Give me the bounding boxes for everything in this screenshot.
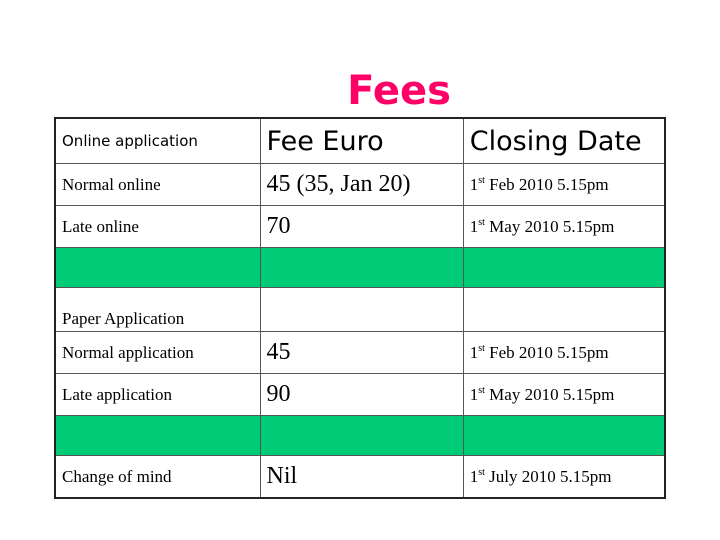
separator-cell — [260, 248, 463, 288]
empty-cell — [260, 288, 463, 332]
separator-cell — [260, 416, 463, 456]
separator-cell — [463, 416, 665, 456]
table-row — [55, 374, 665, 416]
date-change-of-mind: 1st July 2010 5.15pm — [463, 456, 665, 499]
header-closing-date: Closing Date — [463, 118, 665, 164]
table-header-row — [55, 118, 665, 164]
page-title: Fees — [347, 68, 451, 114]
row-label-normal-application: Normal application — [55, 332, 260, 374]
table-row — [55, 206, 665, 248]
fee-normal-application: 45 — [260, 332, 463, 374]
fee-normal-online: 45 (35, Jan 20) — [260, 164, 463, 206]
date-late-online: 1st May 2010 5.15pm — [463, 206, 665, 248]
separator-cell — [55, 416, 260, 456]
separator-cell — [463, 248, 665, 288]
fees-table — [54, 117, 666, 499]
table-row — [55, 332, 665, 374]
fee-change-of-mind: Nil — [260, 456, 463, 499]
section-label-paper-application: Paper Application — [55, 288, 260, 332]
header-fee-euro: Fee Euro — [260, 118, 463, 164]
date-normal-online: 1st Feb 2010 5.15pm — [463, 164, 665, 206]
section-row-paper — [55, 288, 665, 332]
row-label-late-online: Late online — [55, 206, 260, 248]
separator-row — [55, 248, 665, 288]
table-row — [55, 456, 665, 499]
separator-cell — [55, 248, 260, 288]
empty-cell — [463, 288, 665, 332]
row-label-normal-online: Normal online — [55, 164, 260, 206]
date-normal-application: 1st Feb 2010 5.15pm — [463, 332, 665, 374]
row-label-late-application: Late application — [55, 374, 260, 416]
fee-late-application: 90 — [260, 374, 463, 416]
fee-late-online: 70 — [260, 206, 463, 248]
date-late-application: 1st May 2010 5.15pm — [463, 374, 665, 416]
row-label-change-of-mind: Change of mind — [55, 456, 260, 499]
header-online-application: Online application — [55, 118, 260, 164]
table-row — [55, 164, 665, 206]
separator-row — [55, 416, 665, 456]
